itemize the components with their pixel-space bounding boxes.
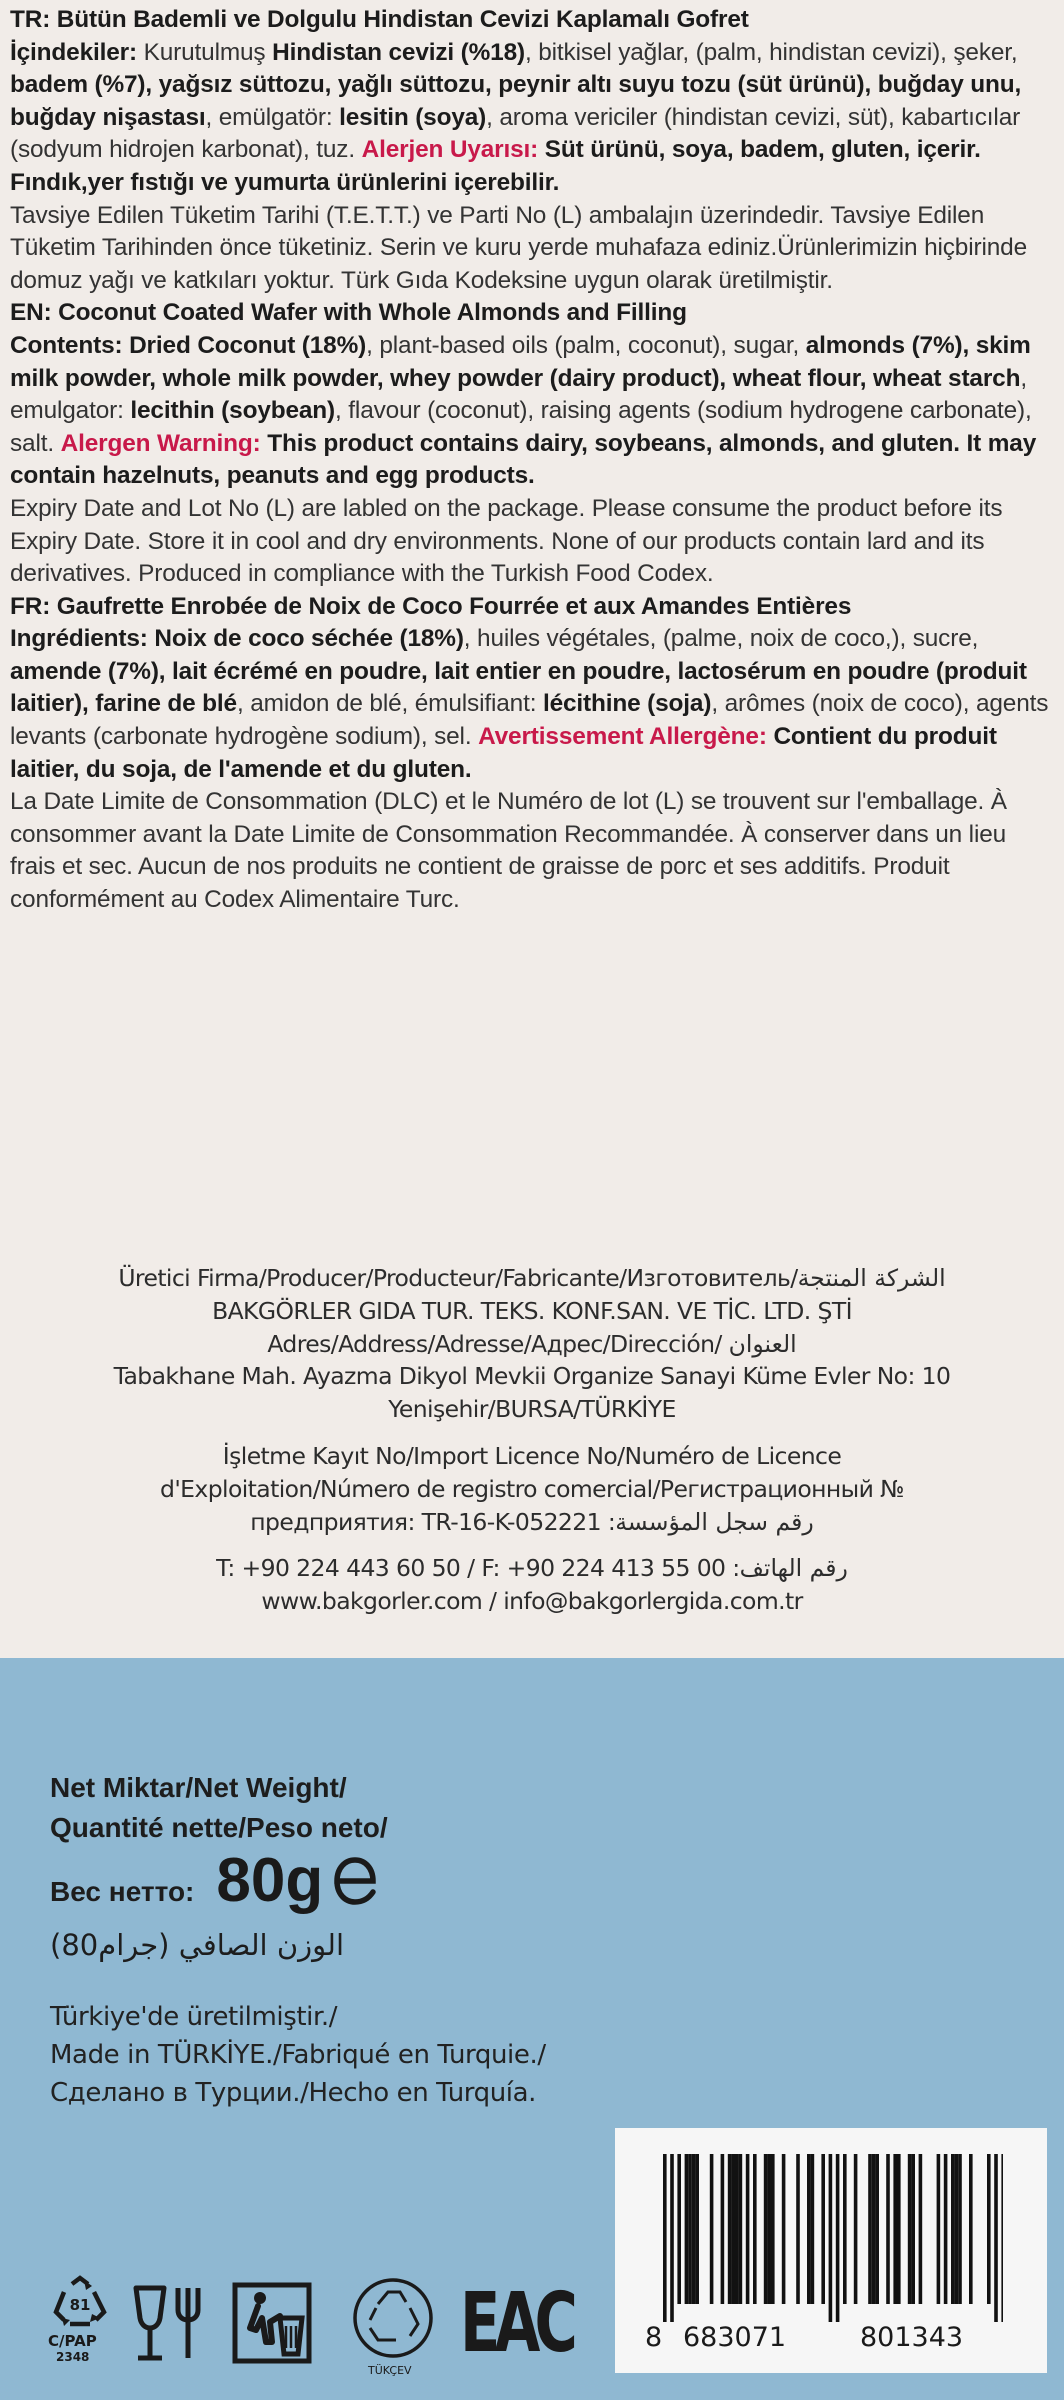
barcode-bars (663, 2154, 1003, 2324)
tr-label: İçindekiler: (10, 38, 137, 66)
barcode-bar (893, 2154, 897, 2304)
barcode-bar (836, 2154, 840, 2322)
barcode-bar (677, 2154, 681, 2304)
en-bold: lecithin (soybean) (130, 397, 336, 425)
barcode-bar (670, 2154, 674, 2322)
barcode-bar (735, 2154, 739, 2304)
tidyman-icon (232, 2282, 312, 2364)
fr-section (10, 591, 1050, 917)
barcode-bar (875, 2154, 879, 2304)
tr-text: , aroma vericiler (hindistan cevizi, süt), kabartıcılar (sodyum hidrojen karbonat), tuz. (10, 103, 1021, 164)
website-email: www.bakgorler.com / info@bakgorlergida.com.tr (261, 1587, 803, 1616)
tr-text: , emülgatör: (205, 103, 340, 131)
barcode-bar (728, 2154, 732, 2304)
tr-storage: Tavsiye Edilen Tüketim Tarihi (T.E.T.T.) ve Parti No (L) ambalajın üzerindedir. Tavsiye Edilen Tüketim Tarihinden önce tüketiniz. Serin ve kuru yerde muhafaza ediniz.Ürünlerimizin hiçbirinde domuz yağı ve katkıları yoktur. Türk Gıda Kodeksine uygun olarak üretilmiştir. (10, 201, 1027, 294)
en-label: Contents: (10, 331, 123, 359)
barcode-bar (796, 2154, 800, 2304)
barcode-bar (746, 2154, 750, 2304)
tr-bold: lesitin (soya) (339, 103, 487, 131)
phone-fax: T: +90 224 443 60 50 / F: +90 224 413 55 00 :رقم الهاتف (216, 1554, 848, 1583)
package-symbols (50, 2274, 610, 2384)
fr-bold: amende (7%), lait écrémé en poudre, lait entier en poudre, lactosérum en poudre (produit laitier), farine de blé (10, 657, 1027, 718)
estimated-sign-icon (329, 1854, 381, 1908)
net-weight-arabic: الوزن الصافي (جرام80) (50, 1928, 345, 1962)
licence-line: İşletme Kayıt No/Import Licence No/Numéro de Licence (222, 1441, 842, 1470)
barcode-bar (764, 2154, 768, 2304)
barcode-bar (821, 2154, 825, 2304)
producer-info (0, 1262, 1064, 1618)
net-weight-panel (0, 1658, 1064, 2400)
barcode-bar (721, 2154, 725, 2304)
address-line: Tabakhane Mah. Ayazma Dikyol Mevkii Organize Sanayi Küme Evler No: 10 (113, 1362, 951, 1391)
tukcev-icon (348, 2278, 438, 2378)
fr-text: , amidon de blé, émulsifiant: (236, 690, 543, 718)
barcode-bar (695, 2154, 699, 2304)
barcode-bar (782, 2154, 786, 2304)
tr-section (10, 4, 1050, 297)
fr-text: , arômes (noix de coco), agents levants (carbonate hydrogène sodium), sel. (10, 690, 1049, 751)
tukcev-mark-icon (348, 2278, 438, 2362)
barcode-bar (807, 2154, 811, 2304)
licence-number: предприятия: TR-16-K-052221 :رقم سجل المؤسسة (250, 1507, 814, 1536)
fr-label: Ingrédients: (10, 625, 148, 653)
recycle-code-number: 81 (69, 2296, 91, 2314)
barcode-bar (688, 2154, 692, 2304)
barcode-bar (911, 2154, 915, 2304)
tr-bold: badem (%7), yağsız süttozu, yağlı süttozu, peynir altı suyu tozu (süt ürünü), buğday unu, buğday nişastası (10, 71, 1022, 131)
fr-text: , huiles végétales, (palme, noix de coco,), sucre, (463, 625, 979, 653)
net-weight-label: Net Miktar/Net Weight/ (50, 1772, 347, 1803)
barcode-bar (767, 2154, 771, 2304)
net-weight-value: 80g (216, 1846, 324, 1915)
net-weight-block (50, 1768, 570, 1962)
barcode-bar (854, 2154, 858, 2304)
barcode-bar (872, 2154, 876, 2304)
net-weight-label: Вес нетто: (50, 1876, 195, 1907)
barcode-bar (710, 2154, 714, 2304)
producer-label: Üretici Firma/Producer/Producteur/Fabricante/Изготовитель/الشركة المنتجة (118, 1264, 946, 1292)
recycle-number: 2348 (56, 2350, 90, 2364)
origin-line: Türkiye'de üretilmiştir./ (50, 2002, 338, 2032)
barcode-bar (1001, 2154, 1003, 2322)
barcode-digit-first: 8 (645, 2322, 663, 2353)
barcode-bar (969, 2154, 973, 2304)
barcode-bar (958, 2154, 962, 2304)
fr-bold: Noix de coco séchée (18%) (147, 625, 464, 653)
food-safe-icon (130, 2282, 210, 2364)
barcode-bar (987, 2154, 991, 2304)
barcode-bar (685, 2154, 689, 2304)
recycle-triangle-icon (50, 2274, 110, 2334)
barcode-bar (843, 2154, 847, 2304)
origin-line: Сделано в Турции./Hecho en Turquía. (50, 2078, 537, 2108)
tr-title: TR: Bütün Bademli ve Dolgulu Hindistan Cevizi Kaplamalı Gofret (10, 6, 749, 33)
barcode-bar (811, 2154, 815, 2304)
en-bold: almonds (7%), skim milk powder, whole milk powder, whey powder (dairy product), wheat flour, wheat starch (10, 331, 1031, 392)
en-text: , plant-based oils (palm, coconut), sugar, (366, 331, 806, 359)
eac-mark: EAC (460, 2276, 573, 2371)
tr-text: Kurutulmuş (136, 38, 273, 66)
barcode-bar (994, 2154, 998, 2322)
fr-storage: La Date Limite de Consommation (DLC) et le Numéro de lot (L) se trouvent sur l'emballage. À consommer avant la Date Limite de Consommation Recommandée. À conserver dans un lieu frais et sec. Aucun de nos produits ne contient de graisse de porc et ses additifs. Produit conformément au Codex Alimentaire Turc. (10, 788, 1007, 914)
barcode-bar (771, 2154, 775, 2304)
tr-text: , bitkisel yağlar, (palm, hindistan cevizi), şeker, (524, 38, 1018, 66)
barcode-bar (937, 2154, 941, 2304)
barcode-bar (886, 2154, 890, 2304)
tukcev-label: TÜKÇEV (368, 2364, 412, 2377)
tr-allergen-warning: Alerjen Uyarısı: (361, 136, 539, 164)
barcode-bar (908, 2154, 912, 2304)
barcode-bar (753, 2154, 757, 2304)
barcode-bar (829, 2154, 833, 2322)
fr-allergen-warning: Avertissement Allergène: (478, 723, 767, 751)
barcode-digits-right: 801343 (860, 2322, 964, 2353)
recycle-code-icon (50, 2274, 110, 2379)
barcode-bar (868, 2154, 872, 2304)
barcode-digits-left: 683071 (683, 2322, 787, 2353)
barcode-bar (663, 2154, 667, 2322)
barcode (615, 2128, 1047, 2373)
barcode-bar (919, 2154, 923, 2304)
net-weight-label: Quantité nette/Peso neto/ (50, 1812, 388, 1843)
licence-line: d'Exploitation/Número de registro comercial/Регистрационный № (160, 1474, 904, 1503)
barcode-bar (897, 2154, 901, 2304)
fr-title: FR: Gaufrette Enrobée de Noix de Coco Fourrée et aux Amandes Entières (10, 592, 852, 620)
recycle-material: C/PAP (48, 2332, 97, 2350)
barcode-bar (739, 2154, 743, 2304)
company-name: BAKGÖRLER GIDA TUR. TEKS. KONF.SAN. VE TİC. LTD. ŞTİ (212, 1296, 852, 1325)
barcode-bar (951, 2154, 955, 2304)
en-bold: Dried Coconut (18%) (122, 331, 367, 359)
en-allergen-warning: Alergen Warning: (60, 429, 261, 457)
en-text: , flavour (coconut), raising agents (sodium hydrogene carbonate), salt. (10, 397, 1032, 457)
fr-bold: lécithine (soja) (542, 690, 712, 718)
en-storage: Expiry Date and Lot No (L) are labled on the package. Please consume the product before its Expiry Date. Store it in cool and dry environments. None of our products contain lard and its derivatives. Produced in compliance with the Turkish Food Codex. (10, 494, 1003, 588)
tr-allergen-text: Süt ürünü, soya, badem, gluten, içerir. Fındık,yer fıstığı ve yumurta ürünlerini içerebilir. (10, 136, 981, 196)
barcode-bar (944, 2154, 948, 2304)
origin-line: Made in TÜRKİYE./Fabriqué en Turquie./ (50, 2040, 546, 2070)
address-city: Yenişehir/BURSA/TÜRKİYE (388, 1395, 676, 1424)
barcode-bar (692, 2154, 696, 2304)
en-allergen-text: This product contains dairy, soybeans, almonds, and gluten. It may contain hazelnuts, peanuts and egg products. (10, 429, 1037, 490)
tr-bold: Hindistan cevizi (%18) (272, 38, 525, 66)
origin-statement (50, 1998, 670, 2112)
barcode-bar (731, 2154, 735, 2304)
ingredients-text (10, 4, 1050, 917)
en-section (10, 297, 1050, 590)
en-text: , emulgator: (10, 364, 1027, 425)
barcode-bar (955, 2154, 959, 2304)
fr-allergen-text: Contient du produit laitier, du soja, de l'amende et du gluten. (10, 723, 997, 783)
en-title: EN: Coconut Coated Wafer with Whole Almonds and Filling (10, 299, 687, 327)
address-label: Adres/Address/Adresse/Адрес/Dirección/ العنوان (267, 1329, 797, 1358)
